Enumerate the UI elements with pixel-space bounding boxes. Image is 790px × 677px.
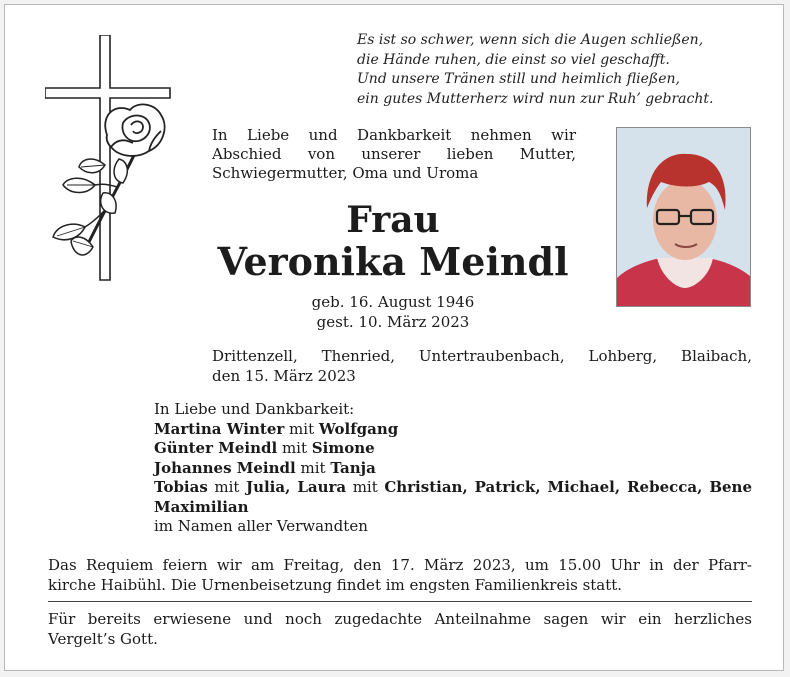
obituary-card (4, 4, 784, 671)
deceased-name: Veronika Meindl (217, 239, 569, 284)
family-partner: Wolfgang (318, 419, 399, 438)
places-and-date (212, 346, 752, 386)
family-member: Johannes Meindl (154, 458, 296, 477)
family-row (154, 439, 752, 459)
family-row-grandchildren (154, 478, 752, 498)
connector: mit (352, 478, 378, 496)
family-member: Martina Winter (154, 419, 285, 438)
intro-line: In Liebe und Dankbarkeit nehmen wir (212, 126, 576, 144)
connector: mit (281, 439, 308, 457)
death-date: gest. 10. März 2023 (316, 313, 470, 331)
poem-line: Es ist so schwer, wenn sich die Augen schließen, (357, 32, 704, 48)
requiem-line: Das Requiem feiern wir am Freitag, den 17. März 2023, um 15.00 Uhr in der Pfarr- (48, 556, 752, 574)
portrait-photo (616, 127, 751, 307)
great-grandchild: Maximilian (154, 497, 249, 516)
family-heading: In Liebe und Dankbarkeit: (154, 400, 355, 418)
cross-with-rose-icon (45, 35, 175, 285)
great-grandchildren: Christian, Patrick, Michael, Rebecca, Bene (384, 478, 753, 496)
birth-date: geb. 16. August 1946 (311, 293, 475, 311)
family-row (154, 420, 752, 440)
poem-line: ein gutes Mutterherz wird nun zur Ruh’ gebracht. (357, 90, 714, 107)
connector: mit (300, 458, 326, 477)
date-line: den 15. März 2023 (212, 367, 356, 385)
requiem-notice (48, 555, 752, 595)
portrait-illustration (617, 128, 751, 307)
poem (357, 31, 757, 109)
family-partner: Julia, Laura (245, 478, 347, 496)
salutation: Frau (346, 199, 440, 241)
thanks-line: Vergelt’s Gott. (48, 630, 158, 648)
divider (48, 601, 752, 602)
connector: mit (214, 478, 240, 496)
intro-text (212, 126, 576, 183)
family-member: Tobias (154, 478, 208, 496)
intro-line: Abschied von unserer lieben Mutter, (212, 145, 576, 163)
family-row (154, 459, 752, 479)
family-row (154, 498, 752, 518)
poem-line: die Hände ruhen, die einst so viel geschafft. (357, 51, 670, 68)
places-line: Drittenzell, Thenried, Untertraubenbach, Lohberg, Blaibach, (212, 347, 752, 365)
family-partner: Simone (311, 439, 375, 457)
poem-line: Und unsere Tränen still und heimlich fließen, (357, 71, 680, 87)
family-footer: im Namen aller Verwandten (154, 517, 368, 535)
thanks-line: Für bereits erwiesene und noch zugedachte Anteilnahme sagen wir ein herzliches (48, 610, 752, 628)
requiem-line: kirche Haibühl. Die Urnenbeisetzung findet im engsten Familienkreis statt. (48, 576, 623, 594)
family-member: Günter Meindl (154, 439, 278, 457)
connector: mit (289, 419, 315, 438)
life-dates (212, 292, 574, 332)
family-partner: Tanja (330, 458, 376, 477)
family-list (154, 400, 752, 537)
intro-line: Schwiegermutter, Oma und Uroma (212, 164, 479, 182)
thanks-notice (48, 609, 752, 649)
